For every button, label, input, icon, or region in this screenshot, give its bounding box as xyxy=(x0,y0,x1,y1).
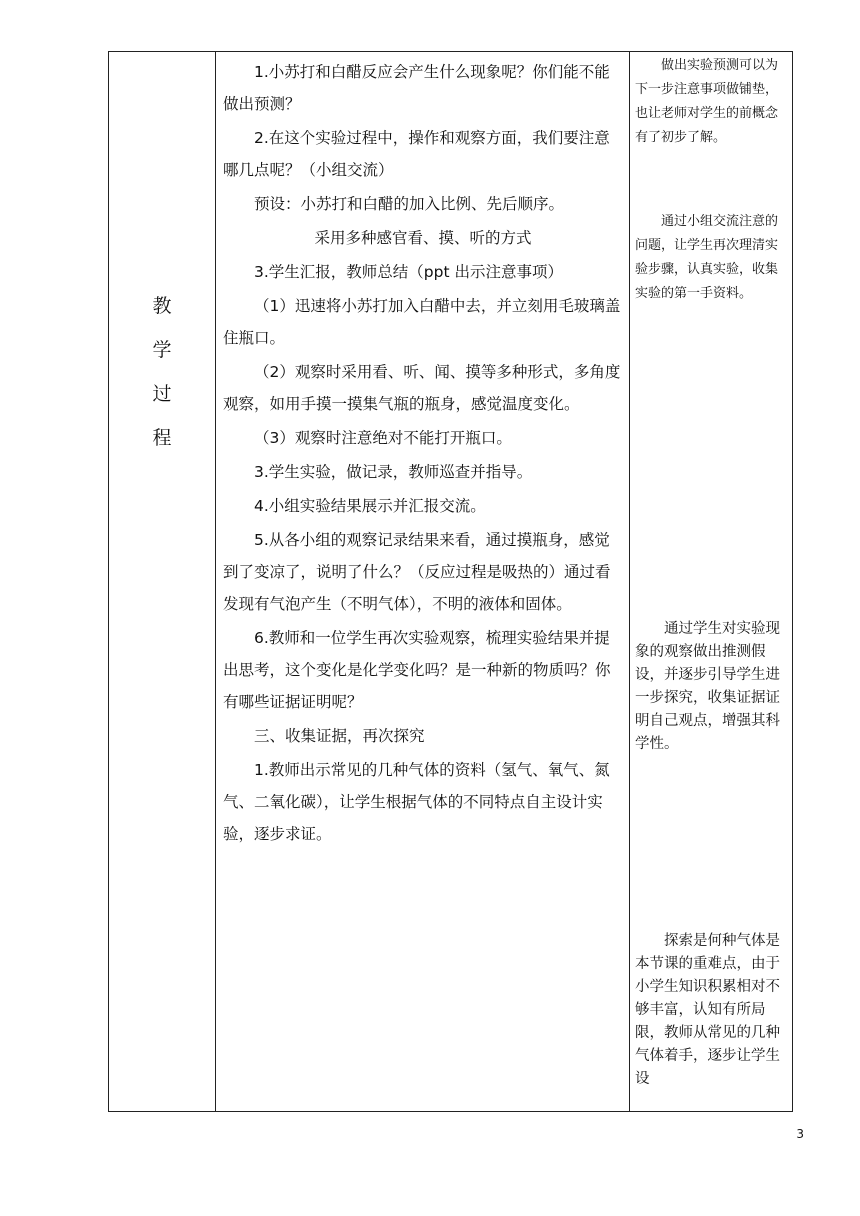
process-paragraph: 3.学生汇报，教师总结（ppt 出示注意事项） xyxy=(254,263,563,281)
design-note-text: 通过小组交流注意的问题，让学生再次理清实验步骤，认真实验，收集实验的第一手资料。 xyxy=(635,214,779,301)
stage-char: 学 xyxy=(152,339,172,361)
process-paragraph: （2）观察时采用看、听、闻、摸等多种形式，多角度观察，如用手摸一摸集气瓶的瓶身，感觉温度变化。 xyxy=(223,363,621,413)
process-paragraph: （3）观察时注意绝对不能打开瓶口。 xyxy=(254,429,512,447)
design-note-text: 通过学生对实验现象的观察做出推测假设，并逐步引导学生进一步探究，收集证据证明自己观点，增强其科学性。 xyxy=(635,621,780,752)
stage-char: 教 xyxy=(152,295,172,317)
design-note-text: 探索是何种气体是本节课的重难点，由于小学生知识积累相对不够丰富，认知有所局限，教师从常见的几种气体着手，逐步让学生设 xyxy=(635,933,780,1087)
design-note xyxy=(635,618,785,756)
stage-label xyxy=(109,284,215,460)
process-paragraph: 预设：小苏打和白醋的加入比例、先后顺序。 xyxy=(254,195,565,213)
stage-char: 程 xyxy=(152,427,172,449)
design-note xyxy=(635,210,785,306)
design-note xyxy=(635,54,785,150)
design-note xyxy=(635,930,785,1091)
process-paragraph: 1.小苏打和白醋反应会产生什么现象呢？你们能不能做出预测？ xyxy=(223,63,610,113)
column-divider xyxy=(629,52,630,1111)
process-paragraph: 4.小组实验结果展示并汇报交流。 xyxy=(254,497,486,515)
column-divider xyxy=(215,52,216,1111)
process-paragraph: 3.学生实验，做记录，教师巡查并指导。 xyxy=(254,463,533,481)
process-paragraph: 采用多种感官看、摸、听的方式 xyxy=(314,229,532,247)
process-paragraph: 2.在这个实验过程中，操作和观察方面，我们要注意哪几点呢？（小组交流） xyxy=(223,129,610,179)
teaching-process-content xyxy=(223,56,623,852)
process-paragraph: 6.教师和一位学生再次实验观察，梳理实验结果并提出思考，这个变化是化学变化吗？是一种新的物质吗？你有哪些证据证明呢？ xyxy=(223,629,611,711)
design-note-text: 做出实验预测可以为下一步注意事项做铺垫，也让老师对学生的前概念有了初步了解。 xyxy=(635,58,779,145)
section-heading: 三、收集证据，再次探究 xyxy=(254,727,425,745)
process-paragraph: （1）迅速将小苏打加入白醋中去，并立刻用毛玻璃盖住瓶口。 xyxy=(223,297,621,347)
page-number: 3 xyxy=(796,1127,804,1141)
lesson-table xyxy=(108,51,793,1112)
stage-char: 过 xyxy=(152,383,172,405)
process-paragraph: 5.从各小组的观察记录结果来看，通过摸瓶身，感觉到了变凉了，说明了什么？（反应过程是吸热的）通过看发现有气泡产生（不明气体），不明的液体和固体。 xyxy=(223,531,611,613)
process-paragraph: 1.教师出示常见的几种气体的资料（氢气、氧气、氮气、二氧化碳），让学生根据气体的不同特点自主设计实验，逐步求证。 xyxy=(223,761,610,843)
